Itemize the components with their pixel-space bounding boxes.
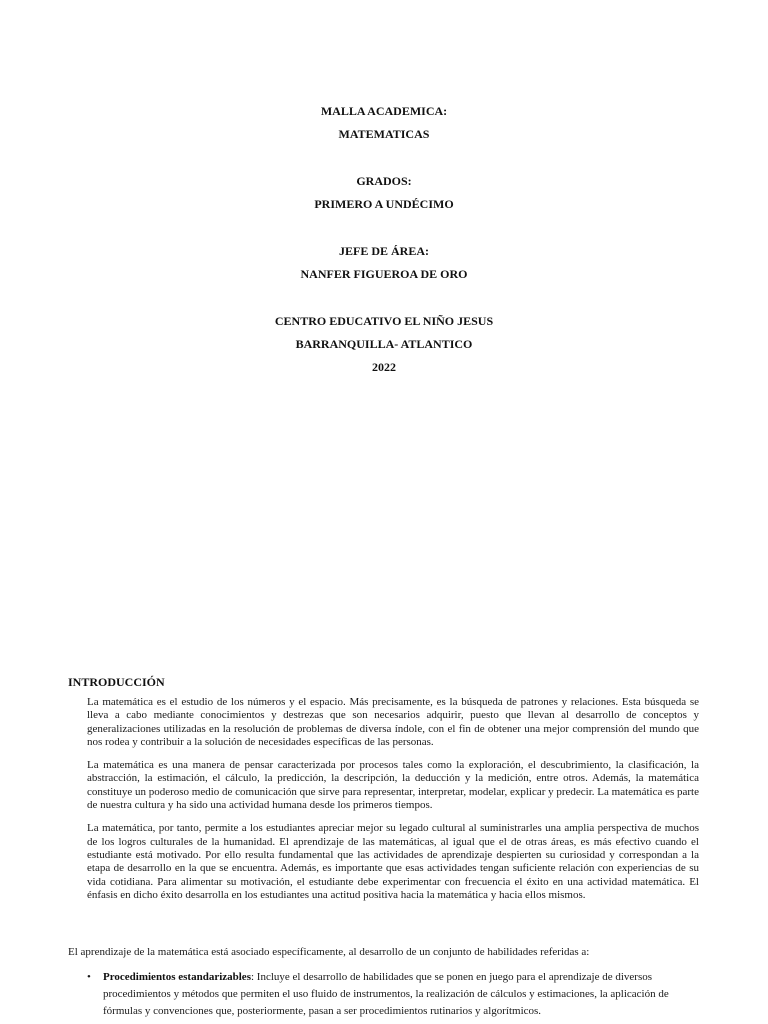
skills-list — [86, 969, 702, 1020]
cover-title: MALLA ACADEMICA: — [320, 104, 448, 118]
introduction-body — [87, 696, 699, 912]
bullet-icon: • — [87, 971, 91, 983]
head-value: NANFER FIGUEROA DE ORO — [300, 267, 468, 281]
school-city: BARRANQUILLA- ATLANTICO — [295, 337, 473, 351]
intro-paragraph: La matemática, por tanto, permite a los estudiantes apreciar mejor su legado cultural al suministrarles una amplia perspectiva de muchos de los logros culturales de la humanidad. El aprendizaje de las matemáticas, al igual que el de otras áreas, es más efectivo cuando el estudiante está motivado. Por ello resulta fundamental que las actividades de aprendizaje despierten su curiosidad y correspondan a la etapa de desarrollo en la que se encuentra. Además, es importante que esas actividades tengan suficiente relación con experiencias de su vida cotidiana. Para alimentar su motivación, el estudiante debe experimentar con frecuencia el éxito en una actividad matemática. El énfasis en dicho éxito desarrolla en los estudiantes una actitud positiva hacia la matemática y hacia ellos mismos. — [87, 822, 699, 901]
cover-year: 2022 — [372, 360, 396, 374]
grades-label: GRADOS: — [356, 174, 412, 188]
cover-subject: MATEMATICAS — [338, 127, 430, 141]
head-label: JEFE DE ÁREA: — [338, 244, 429, 258]
skills-lead-text: El aprendizaje de la matemática está asociado específicamente, al desarrollo de un conjunto de habilidades referidas a: — [68, 946, 590, 958]
cover-block — [0, 100, 768, 379]
bullet-term: Procedimientos estandarizables — [103, 971, 251, 983]
grades-value: PRIMERO A UNDÉCIMO — [314, 197, 454, 211]
school-name: CENTRO EDUCATIVO EL NIÑO JESUS — [274, 314, 494, 328]
list-item — [86, 969, 702, 1020]
intro-paragraph: La matemática es una manera de pensar caracterizada por procesos tales como la exploración, el descubrimiento, la clasificación, la abstracción, la estimación, el cálculo, la predicción, la descripción, la deducción y la medición, entre otros. Además, la matemática constituye un poderoso medio de comunicación que sirve para representar, interpretar, modelar, explicar y predecir. La matemática es parte de nuestra cultura y ha sido una actividad humana desde los primeros tiempos. — [87, 759, 699, 812]
intro-paragraph: La matemática es el estudio de los números y el espacio. Más precisamente, es la búsqueda de patrones y relaciones. Esta búsqueda se lleva a cabo mediante conocimientos y destrezas que son necesarios adquirir, puesto que llevan al desarrollo de conceptos y generalizaciones utilizadas en la resolución de problemas de diversa índole, con el fin de obtener una mejor comprensión del mundo que nos rodea y contribuir a la solución de necesidades específicas de las personas. — [87, 696, 699, 748]
introduction-heading: INTRODUCCIÓN — [68, 675, 165, 689]
bullet-text: : Incluye el desarrollo de habilidades que se ponen en juego para el aprendizaje de diversos procedimientos y métodos que permiten el uso fluido de instrumentos, la realización de cálculos y estimaciones, la aplicación de fórmulas y convenciones que, posteriormente, pasan a ser procedimientos rutinarios y algorítmicos. — [103, 971, 669, 1017]
